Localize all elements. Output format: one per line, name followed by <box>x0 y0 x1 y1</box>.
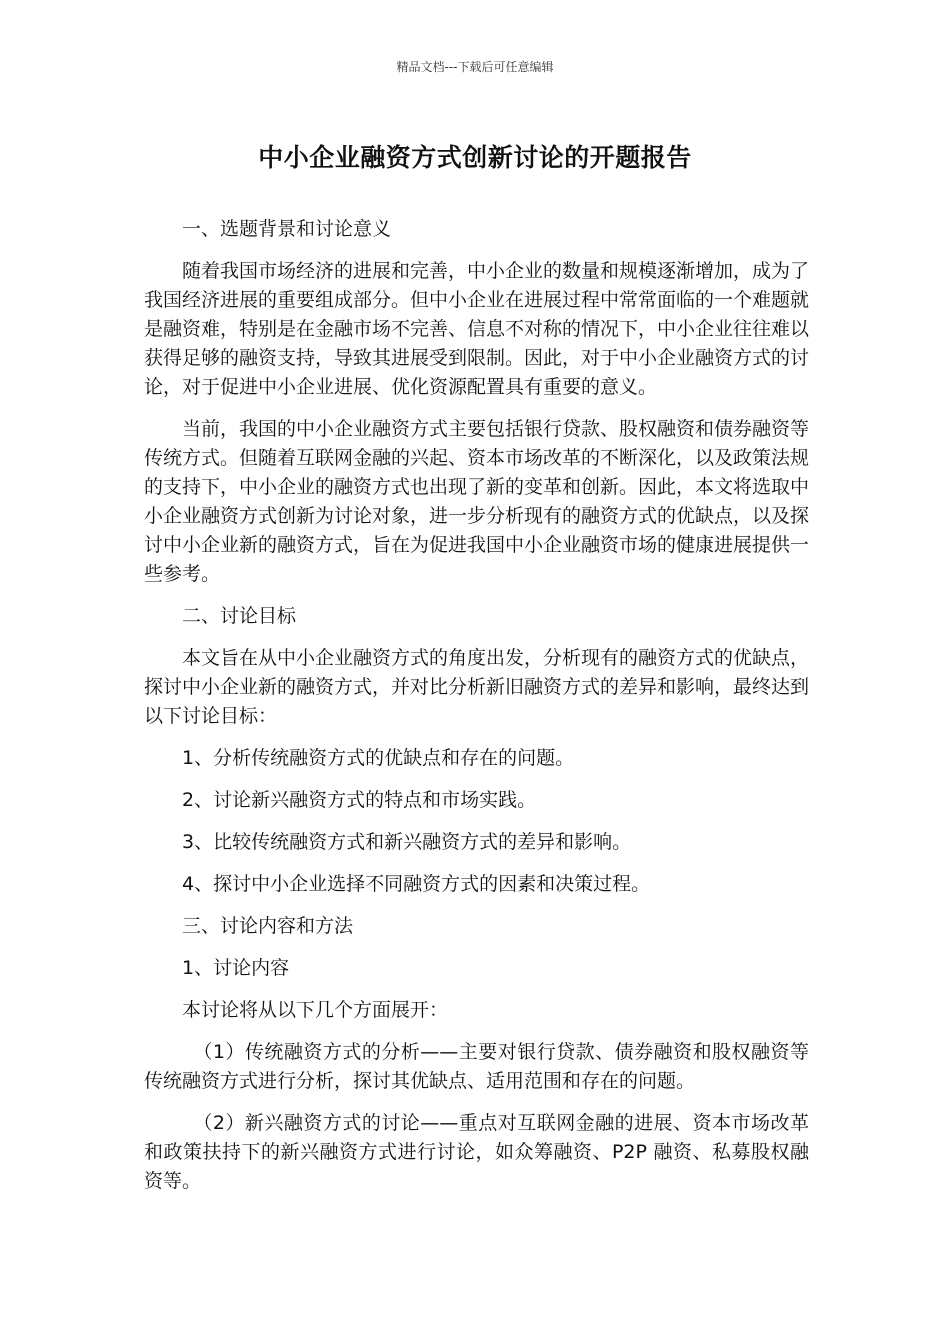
list-item-objective-2: 2、讨论新兴融资方式的特点和市场实践。 <box>182 789 537 811</box>
paragraph-emerging-financing: （2）新兴融资方式的讨论——重点对互联网金融的进展、资本市场改革和政策扶持下的新兴融资方式进行讨论，如众筹融资、P2P 融资、私募股权融资等。 <box>144 1112 809 1192</box>
document-body <box>144 215 809 1209</box>
section-heading-content-methods: 三、讨论内容和方法 <box>182 915 354 937</box>
list-item-objective-3: 3、比较传统融资方式和新兴融资方式的差异和影响。 <box>182 831 632 853</box>
page-header: 精品文档---下载后可任意编辑 <box>396 60 554 74</box>
paragraph-background-1: 随着我国市场经济的进展和完善，中小企业的数量和规模逐渐增加，成为了我国经济进展的重要组成部分。但中小企业在进展过程中常常面临的一个难题就是融资难，特别是在金融市场不完善、信息不对称的情况下，中小企业往往难以获得足够的融资支持，导致其进展受到限制。因此，对于中小企业融资方式的讨论，对于促进中小企业进展、优化资源配置具有重要的意义。 <box>144 260 810 398</box>
paragraph-content-intro: 本讨论将从以下几个方面展开： <box>182 999 449 1021</box>
section-heading-objectives: 二、讨论目标 <box>182 605 297 627</box>
list-item-objective-4: 4、探讨中小企业选择不同融资方式的因素和决策过程。 <box>182 873 651 895</box>
section-heading-background: 一、选题背景和讨论意义 <box>182 218 392 240</box>
paragraph-objectives: 本文旨在从中小企业融资方式的角度出发，分析现有的融资方式的优缺点，探讨中小企业新的融资方式，并对比分析新旧融资方式的差异和影响，最终达到以下讨论目标： <box>144 647 810 727</box>
paragraph-background-2: 当前，我国的中小企业融资方式主要包括银行贷款、股权融资和债券融资等传统方式。但随着互联网金融的兴起、资本市场改革的不断深化，以及政策法规的支持下，中小企业的融资方式也出现了新的变革和创新。因此，本文将选取中小企业融资方式创新为讨论对象，进一步分析现有的融资方式的优缺点，以及探讨中小企业新的融资方式，旨在为促进我国中小企业融资市场的健康进展提供一些参考。 <box>144 418 810 585</box>
document-title: 中小企业融资方式创新讨论的开题报告 <box>258 143 692 172</box>
list-item-objective-1: 1、分析传统融资方式的优缺点和存在的问题。 <box>182 747 575 769</box>
paragraph-traditional-financing: （1）传统融资方式的分析——主要对银行贷款、债券融资和股权融资等传统融资方式进行分析，探讨其优缺点、适用范围和存在的问题。 <box>144 1041 809 1092</box>
subheading-content: 1、讨论内容 <box>182 957 290 979</box>
